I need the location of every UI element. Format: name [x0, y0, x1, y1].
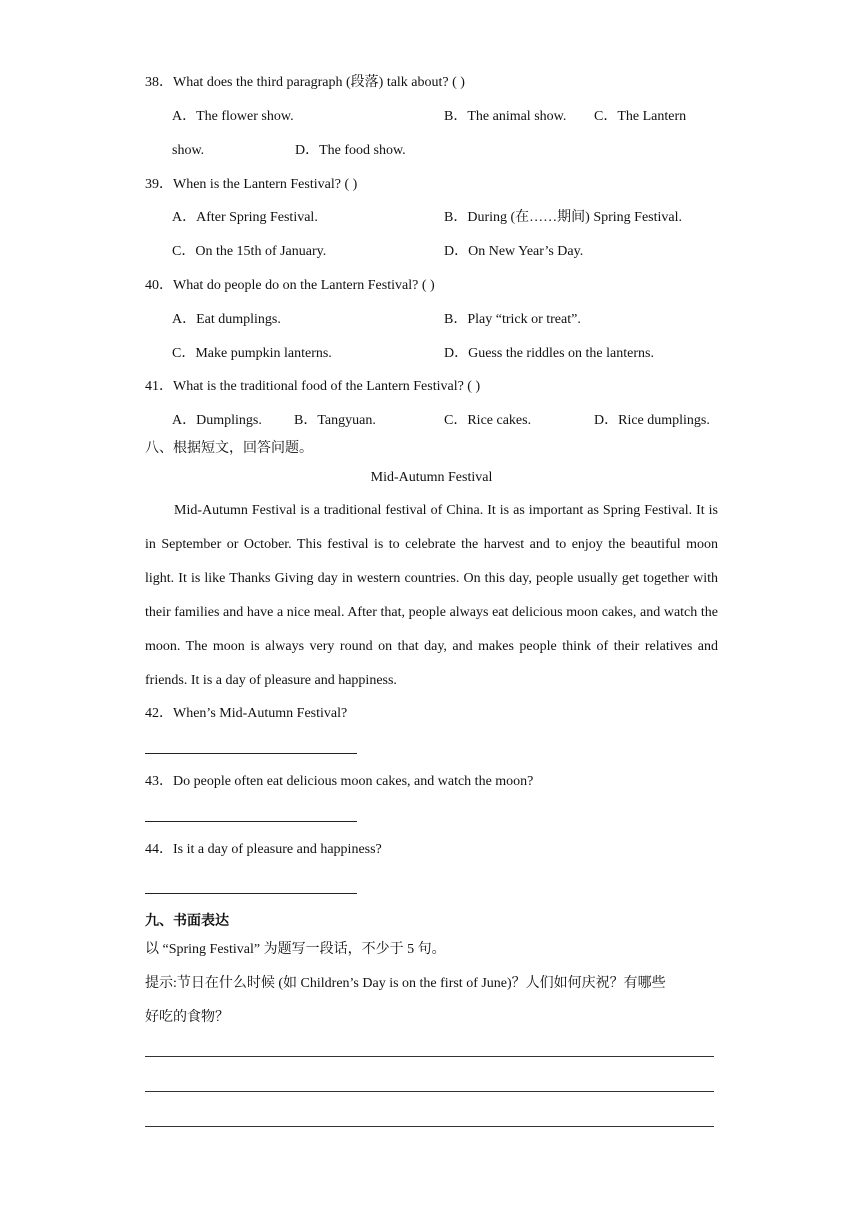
section-9-heading: 九、书面表达: [145, 914, 229, 929]
q39-option-c: C．On the 15th of January.: [172, 244, 327, 259]
question-41-stem: 41．What is the traditional food of the Lantern Festival? ( ): [145, 379, 481, 394]
passage-title: Mid-Autumn Festival: [370, 470, 493, 485]
q38-option-b: B．The animal show.: [444, 109, 567, 124]
q39-option-a: A．After Spring Festival.: [172, 210, 318, 225]
q40-option-d: D．Guess the riddles on the lanterns.: [444, 346, 654, 361]
writing-line-2[interactable]: [145, 1091, 714, 1092]
q40-option-b: B．Play “trick or treat”.: [444, 312, 581, 327]
answer-line-44[interactable]: [145, 893, 357, 894]
q39-option-d: D．On New Year’s Day.: [444, 244, 584, 259]
writing-hint-line-2: 好吃的食物？: [145, 1010, 229, 1025]
writing-line-1[interactable]: [145, 1056, 714, 1057]
question-39-stem: 39．When is the Lantern Festival? ( ): [145, 177, 358, 192]
question-42: 42．When’s Mid-Autumn Festival?: [145, 706, 348, 721]
q38-option-c-cont: show.: [172, 143, 205, 158]
q41-option-c: C．Rice cakes.: [444, 413, 532, 428]
section-8-heading: 八、根据短文，回答问题。: [145, 441, 313, 456]
q40-option-c: C．Make pumpkin lanterns.: [172, 346, 332, 361]
question-40-stem: 40．What do people do on the Lantern Festival? ( ): [145, 278, 435, 293]
writing-instruction: 以 “Spring Festival” 为题写一段话，不少于 5 句。: [145, 942, 446, 957]
q38-option-c: C．The Lantern: [594, 109, 687, 124]
question-44: 44．Is it a day of pleasure and happiness?: [145, 842, 382, 857]
question-43: 43．Do people often eat delicious moon cakes, and watch the moon?: [145, 774, 534, 789]
q41-option-b: B．Tangyuan.: [294, 413, 376, 428]
q40-option-a: A．Eat dumplings.: [172, 312, 281, 327]
answer-line-42[interactable]: [145, 753, 357, 754]
q41-option-d: D．Rice dumplings.: [594, 413, 710, 428]
question-38-stem: 38．What does the third paragraph (段落) talk about? ( ): [145, 75, 465, 90]
passage-text: Mid-Autumn Festival is a traditional festival of China. It is as important as Spring Festival. It is in September or October. This festival is to celebrate the harvest and to enjoy the beautiful moon light. It is like Thanks Giving day in western countries. On this day, people usually get together with their families and have a nice meal. After that, people always eat delicious moon cakes, and watch the moon. The moon is always very round on that day, and makes people think of their relatives and friends. It is a day of pleasure and happiness.: [145, 503, 718, 688]
answer-line-43[interactable]: [145, 821, 357, 822]
q38-option-d: D．The food show.: [295, 143, 406, 158]
q39-option-b: B．During (在……期间) Spring Festival.: [444, 210, 682, 225]
q41-option-a: A．Dumplings.: [172, 413, 262, 428]
writing-line-3[interactable]: [145, 1126, 714, 1127]
writing-hint-line-1: 提示:节日在什么时候 (如 Children’s Day is on the first of June)？人们如何庆祝？有哪些: [145, 976, 666, 991]
q38-option-a: A．The flower show.: [172, 109, 294, 124]
